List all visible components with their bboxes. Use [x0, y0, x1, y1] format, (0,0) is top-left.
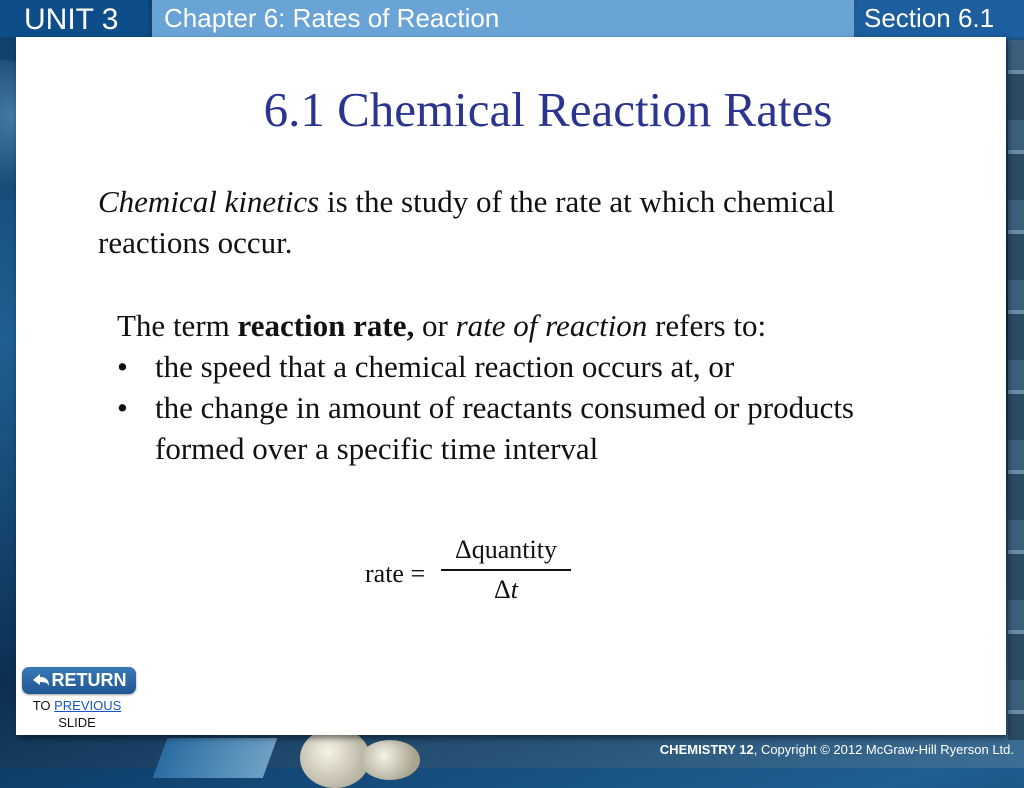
copyright-footer — [660, 742, 1014, 757]
formula-numerator: Δquantity — [455, 535, 557, 564]
return-label: RETURN — [51, 670, 127, 690]
formula-fraction — [441, 533, 571, 607]
definition-term-bold: reaction rate, — [237, 308, 415, 343]
list-item — [117, 346, 917, 387]
bullet-text: the speed that a chemical reaction occurs at, or — [155, 349, 735, 384]
unit-label: UNIT 3 — [0, 0, 148, 37]
formula-denominator — [441, 573, 571, 607]
caption-prefix: TO — [32, 698, 55, 713]
definition-block — [117, 305, 917, 469]
definition-bullet-list — [117, 346, 917, 469]
definition-prefix: The term — [117, 308, 238, 343]
delta-symbol: Δ — [494, 575, 511, 604]
bullet-text: the change in amount of reactants consumed or products formed over a specific time interval — [155, 390, 854, 466]
slide-content-panel — [16, 37, 1006, 735]
return-arrow-icon — [32, 667, 50, 694]
intro-paragraph — [98, 181, 858, 263]
background-decoration — [1008, 40, 1024, 740]
intro-term: Chemical kinetics — [98, 184, 320, 219]
bullet-icon: • — [117, 390, 128, 425]
return-caption — [20, 697, 134, 731]
caption-suffix: SLIDE — [58, 715, 96, 730]
previous-slide-link[interactable]: PREVIOUS — [54, 698, 122, 713]
formula-lhs: rate = — [365, 559, 426, 588]
slide-header — [0, 0, 1024, 37]
definition-term-italic: rate of reaction — [455, 308, 648, 343]
time-variable: t — [510, 575, 518, 604]
chapter-label: Chapter 6: Rates of Reaction — [152, 0, 854, 37]
footer-copyright: , Copyright © 2012 McGraw-Hill Ryerson Ltd. — [753, 742, 1014, 757]
fraction-bar — [441, 569, 571, 571]
bullet-icon: • — [117, 349, 128, 384]
section-label: Section 6.1 — [858, 0, 1024, 37]
footer-brand: CHEMISTRY 12 — [659, 742, 754, 757]
intro-text: is the study of the rate at which chemical reactions occur. — [98, 184, 835, 260]
definition-suffix: refers to: — [647, 308, 767, 343]
slide-title: 6.1 Chemical Reaction Rates — [263, 82, 833, 137]
definition-sentence — [117, 305, 917, 346]
background-decoration — [153, 738, 278, 778]
return-button[interactable] — [22, 667, 136, 694]
definition-middle: or — [414, 308, 456, 343]
list-item — [117, 387, 917, 469]
background-molecule-sphere — [360, 740, 420, 780]
